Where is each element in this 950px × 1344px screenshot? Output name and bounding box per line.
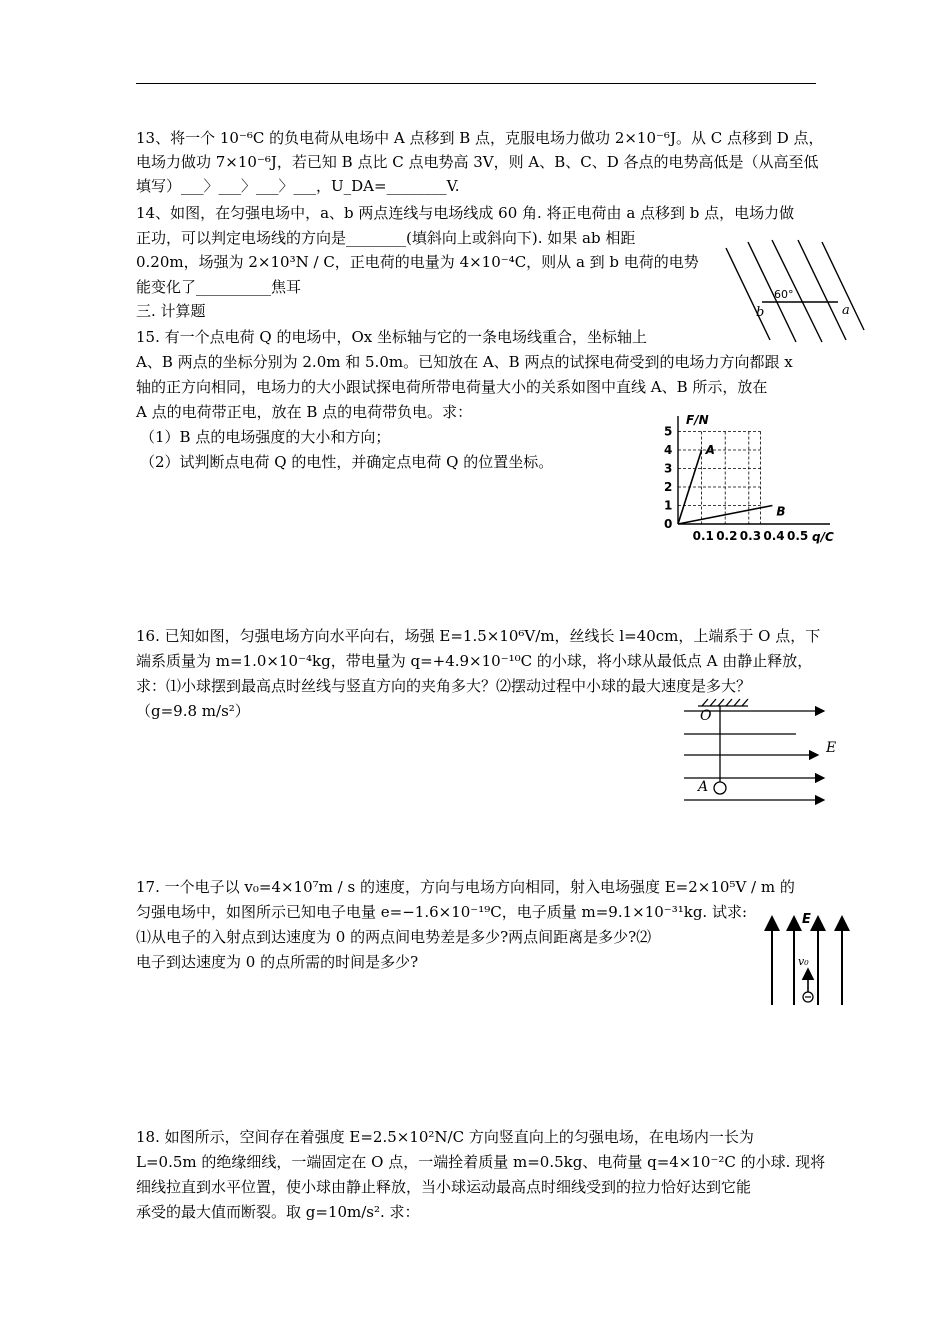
q15-sub2: （2）试判断点电荷 Q 的电性，并确定点电荷 Q 的位置坐标。 [140,453,554,471]
q15-line3: 轴的正方向相同，电场力的大小跟试探电荷所带电荷量大小的关系如图中直线 A、B 所示，放在 [136,378,768,396]
q16-pendulum-figure [676,696,846,808]
y-tick-label: 1 [664,498,673,513]
label-E: E [826,740,837,756]
x-axis-label: q/C [812,530,834,544]
label-v0: v₀ [798,955,809,968]
y-tick-label: 2 [664,480,673,494]
label-O: O [700,708,712,724]
q14-line4: 能变化了__________焦耳 [136,278,302,296]
q13-line3: 填写）___〉___〉___〉___，U_DA=________V. [136,177,460,195]
angle-label: 60° [774,288,794,301]
label-E: E [802,912,811,927]
q18-line4: 承受的最大值而断裂。取 g=10m/s². 求： [136,1203,420,1221]
section-title: 三. 计算题 [136,302,206,320]
field-line [798,240,846,340]
y-tick-label: 4 [664,443,673,457]
series-label-A: A [705,443,715,457]
y-tick-label: 0 [664,517,673,531]
q18-line2: L=0.5m 的绝缘细线，一端固定在 O 点，一端拴着质量 m=0.5kg、电荷量 q=4×10⁻²C 的小球. 现将 [136,1153,826,1171]
header-rule [136,83,816,84]
q15-line4: A 点的电荷带正电，放在 B 点的电荷带负电。求： [136,403,473,421]
q16-line1: 16. 已知如图，匀强电场方向水平向右，场强 E=1.5×10⁶V/m，丝线长 l=40cm，上端系于 O 点，下 [136,627,821,645]
y-tick-label: 3 [664,461,673,476]
x-tick-label: 0.4 [763,529,785,543]
x-tick-label: 0.3 [739,529,762,543]
y-tick-label: 5 [664,424,673,439]
q17-line3: ⑴从电子的入射点到达速度为 0 的两点间电势差是多少?两点间距离是多少?⑵ [136,928,652,946]
point-b-label: b [756,305,765,320]
series-label-B: B [776,504,786,519]
q15-chart [660,410,840,545]
q14-line1: 14、如图，在匀强电场中，a、b 两点连线与电场线成 60 角. 将正电荷由 a 点移到 b 点，电场力做 [136,204,795,222]
q14-line3: 0.20m，场强为 2×10³N / C，正电荷的电量为 4×10⁻⁴C，则从 a 到 b 电荷的电势 [136,253,699,271]
q17-line1: 17. 一个电子以 v₀=4×10⁷m / s 的速度，方向与电场方向相同，射入电场强度 E=2×10⁵V / m 的 [136,878,795,896]
ball [714,782,726,794]
x-tick-label: 0.2 [716,529,738,543]
q17-line2: 匀强电场中，如图所示已知电子电量 e=−1.6×10⁻¹⁹C，电子质量 m=9.1×10⁻³¹kg. 试求: [136,903,748,921]
q17-electron-figure [760,905,860,1010]
q18-line1: 18. 如图所示，空间存在着强度 E=2.5×10²N/C 方向竖直向上的匀强电场，在电场内一长为 [136,1128,754,1146]
q16-line3: 求：⑴小球摆到最高点时丝线与竖直方向的夹角多大？⑵摆动过程中小球的最大速度是多大？ [136,677,752,695]
q15-line2: A、B 两点的坐标分别为 2.0m 和 5.0m。已知放在 A、B 两点的试探电荷受到的电场力方向都跟 x [136,353,793,371]
q14-line2: 正功，可以判定电场线的方向是________(填斜向上或斜向下). 如果 ab 相距 [136,229,636,247]
q14-field-figure [718,238,868,348]
field-line [726,248,770,340]
q16-line4: （g=9.8 m/s²） [136,702,250,720]
x-tick-label: 0.1 [692,529,714,543]
q15-line1: 15. 有一个点电荷 Q 的电场中，Ox 坐标轴与它的一条电场线重合，坐标轴上 [136,328,647,346]
q13-line1: 13、将一个 10⁻⁶C 的负电荷从电场中 A 点移到 B 点，克服电场力做功 2×10⁻⁶J。从 C 点移到 D 点， [136,129,824,147]
q18-line3: 细线拉直到水平位置，使小球由静止释放，当小球运动最高点时细线受到的拉力恰好达到它能 [136,1178,752,1196]
x-tick-label: 0.5 [787,529,809,543]
label-A: A [698,779,709,795]
q17-line4: 电子到达速度为 0 的点所需的时间是多少? [136,953,419,971]
q16-line2: 端系质量为 m=1.0×10⁻⁴kg，带电量为 q=+4.9×10⁻¹⁰C 的小球，将小球从最低点 A 由静止释放， [136,652,813,670]
q13-line2: 电场力做功 7×10⁻⁶J，若已知 B 点比 C 点电势高 3V，则 A、B、C、D 各点的电势高低是（从高至低 [136,153,819,171]
q15-sub1: （1）B 点的电场强度的大小和方向； [140,428,391,446]
y-axis-label: F/N [686,413,709,427]
point-a-label: a [842,303,850,318]
